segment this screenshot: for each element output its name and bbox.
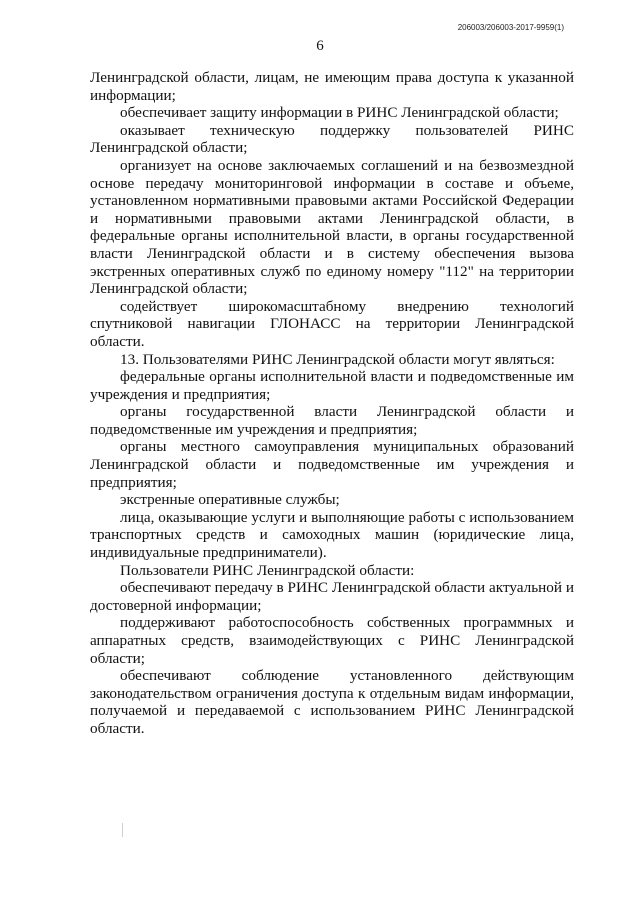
document-registration-number: 206003/206003-2017-9959(1): [457, 23, 564, 32]
paragraph: Пользователи РИНС Ленинградской области:: [120, 561, 415, 579]
scan-artifact: [122, 823, 123, 837]
page-number: 6: [316, 38, 324, 54]
paragraph-continuation: Ленинградской области, лицам, не имеющим права доступа к указанной информации;: [90, 69, 574, 104]
paragraph: поддерживают работоспособность собственных программных и аппаратных средств, взаимодействующих с РИНС Ленинградской области;: [90, 614, 574, 667]
paragraph: экстренные оперативные службы;: [120, 491, 340, 509]
paragraph: оказывает техническую поддержку пользователей РИНС Ленинградской области;: [90, 121, 574, 157]
paragraph: организует на основе заключаемых соглашений и на безвозмездной основе передачу мониторинговой информации в составе и объеме, установленном нормативными правовыми актами Российской Федерации и нормативными правовыми актами Ленинградской области, в федеральные органы исполнительной власти, в органы государственной власти Ленинградской области и в систему обеспечения вызова экстренных оперативных служб по единому номеру "112" на территории Ленинградской области;: [90, 156, 574, 298]
paragraph: лица, оказывающие услуги и выполняющие работы с использованием транспортных средств и самоходных машин (юридические лица, индивидуальные предприниматели).: [90, 508, 574, 562]
paragraph: федеральные органы исполнительной власти и подведомственные им учреждения и предприятия;: [90, 368, 574, 403]
section-heading-13: 13. Пользователями РИНС Ленинградской области могут являться:: [120, 350, 555, 368]
paragraph: обеспечивают соблюдение установленного действующим законодательством ограничения доступа к отдельным видам информации, получаемой и передаваемой с использованием РИНС Ленинградской области.: [90, 667, 574, 737]
document-body: [90, 69, 574, 738]
paragraph: обеспечивает защиту информации в РИНС Ленинградской области;: [120, 104, 559, 122]
paragraph: органы местного самоуправления муниципальных образований Ленинградской области и подведомственные им учреждения и предприятия;: [90, 438, 574, 491]
paragraph: содействует широкомасштабному внедрению технологий спутниковой навигации ГЛОНАСС на территории Ленинградской области.: [90, 297, 574, 350]
paragraph: обеспечивают передачу в РИНС Ленинградской области актуальной и достоверной информации;: [90, 579, 574, 614]
paragraph: органы государственной власти Ленинградской области и подведомственные им учреждения и предприятия;: [90, 403, 574, 438]
